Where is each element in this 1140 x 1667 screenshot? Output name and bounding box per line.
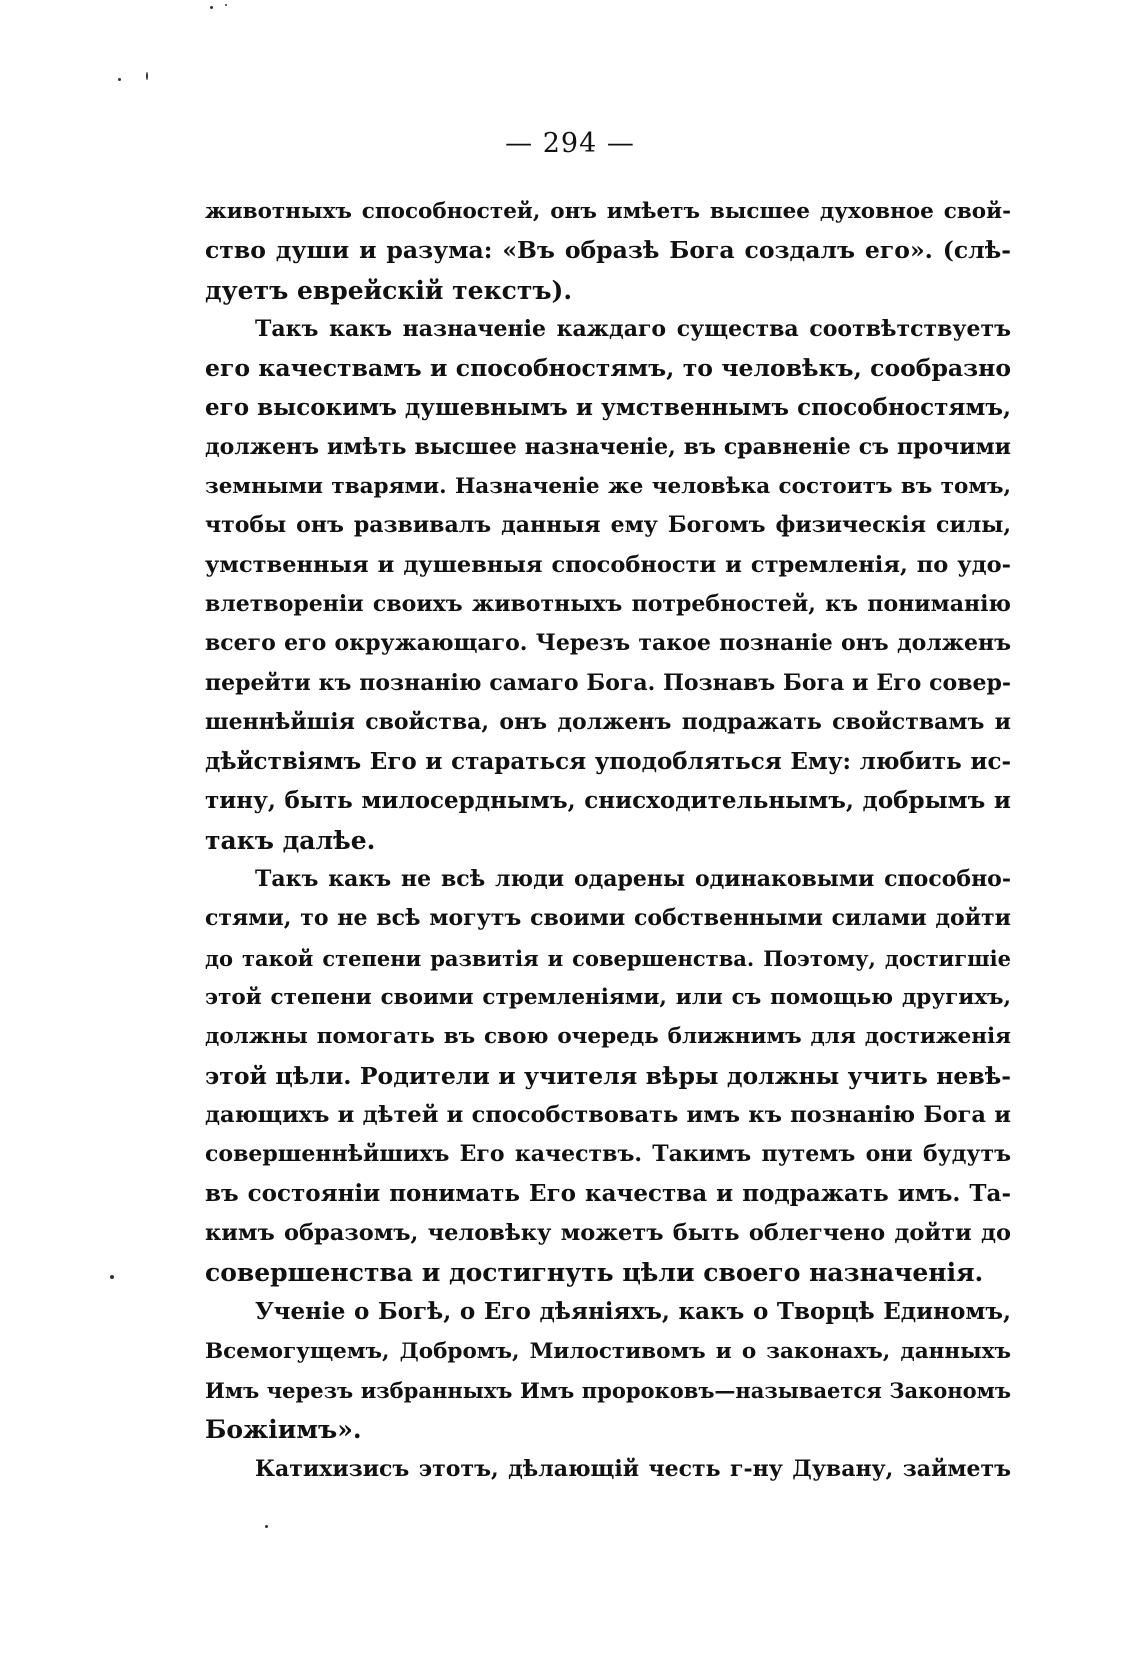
text-line: земными тварями. Назначеніе же человѣка состоитъ въ томъ,: [205, 474, 1011, 500]
text-line: Такъ какъ назначеніе каждаго существа соотвѣтствуетъ: [255, 315, 1011, 342]
scan-speck: [110, 1275, 114, 1279]
text-line: чтобы онъ развивалъ данныя ему Богомъ физическія силы,: [205, 512, 1011, 539]
text-line: дуетъ еврейскій текстъ).: [205, 275, 573, 305]
text-line: дающихъ и дѣтей и способствовать имъ къ познанію Бога и: [205, 1101, 1011, 1128]
text-line: этой степени своими стремленіями, или съ помощью другихъ,: [205, 984, 1011, 1010]
scan-speck: [225, 4, 227, 6]
page-number: — 294 —: [505, 128, 635, 159]
text-line: перейти къ познанію самаго Бога. Познавъ Бога и Его совер-: [205, 669, 1011, 696]
text-line: этой цѣли. Родители и учителя вѣры должны учить невѣ-: [205, 1061, 1011, 1090]
text-line: Ученіе о Богѣ, о Его дѣяніяхъ, какъ о Творцѣ Единомъ,: [255, 1298, 1011, 1326]
text-line: шеннѣйшія свойства, онъ долженъ подражать свойствамъ и: [205, 708, 1011, 735]
text-line: Божіимъ».: [205, 1415, 362, 1445]
text-line: долженъ имѣть высшее назначеніе, въ сравненіе съ прочими: [205, 433, 1011, 460]
text-line: его высокимъ душевнымъ и умственнымъ способностямъ,: [205, 394, 1011, 422]
text-line: такъ далѣе.: [205, 825, 376, 855]
text-line: должны помогать въ свою очередь ближнимъ для достиженія: [205, 1024, 1011, 1050]
text-line: умственныя и душевныя способности и стремленія, по удо-: [205, 551, 1011, 578]
text-line: совершеннѣйшихъ Его качествъ. Такимъ путемъ они будутъ: [205, 1141, 1011, 1168]
scan-speck: [210, 6, 213, 9]
text-line: стями, то не всѣ могутъ своими собственными силами дойти: [205, 905, 1011, 932]
text-line: въ состояніи понимать Его качества и подражать имъ. Та-: [205, 1180, 1011, 1208]
scan-speck: [118, 78, 121, 81]
text-line: тину, быть милосерднымъ, снисходительнымъ, добрымъ и: [205, 787, 1011, 815]
text-line: ство души и разума: «Въ образѣ Бога создалъ его». (слѣ-: [205, 236, 1011, 265]
text-line: дѣйствіямъ Его и стараться уподобляться Ему: любить ис-: [205, 748, 1011, 776]
text-line: Такъ какъ не всѣ люди одарены одинаковыми способно-: [255, 866, 1011, 893]
text-line: кимъ образомъ, человѣку можетъ быть облегчено дойти до: [205, 1219, 1011, 1246]
scan-speck: [146, 72, 148, 80]
text-line: всего его окружающаго. Черезъ такое познаніе онъ долженъ: [205, 630, 1011, 657]
text-line: влетвореніи своихъ животныхъ потребностей, къ пониманію: [205, 590, 1011, 617]
text-line: животныхъ способностей, онъ имѣетъ высшее духовное свой-: [205, 199, 1011, 224]
text-line: Имъ черезъ избранныхъ Имъ пророковъ—называется Закономъ: [205, 1377, 1011, 1403]
body-text: [205, 192, 1011, 1489]
text-line: совершенства и достигнуть цѣли своего назначенія.: [205, 1258, 984, 1288]
text-line: до такой степени развитія и совершенства. Поэтому, достигшіе: [205, 945, 1011, 971]
text-line: Всемогущемъ, Добромъ, Милостивомъ и о законахъ, данныхъ: [205, 1338, 1011, 1364]
text-line: его качествамъ и способностямъ, то человѣкъ, сообразно: [205, 354, 1011, 383]
scan-speck: [265, 1525, 268, 1528]
text-line: Катихизисъ этотъ, дѣлающій честь г-ну Дувану, займетъ: [255, 1455, 1011, 1482]
